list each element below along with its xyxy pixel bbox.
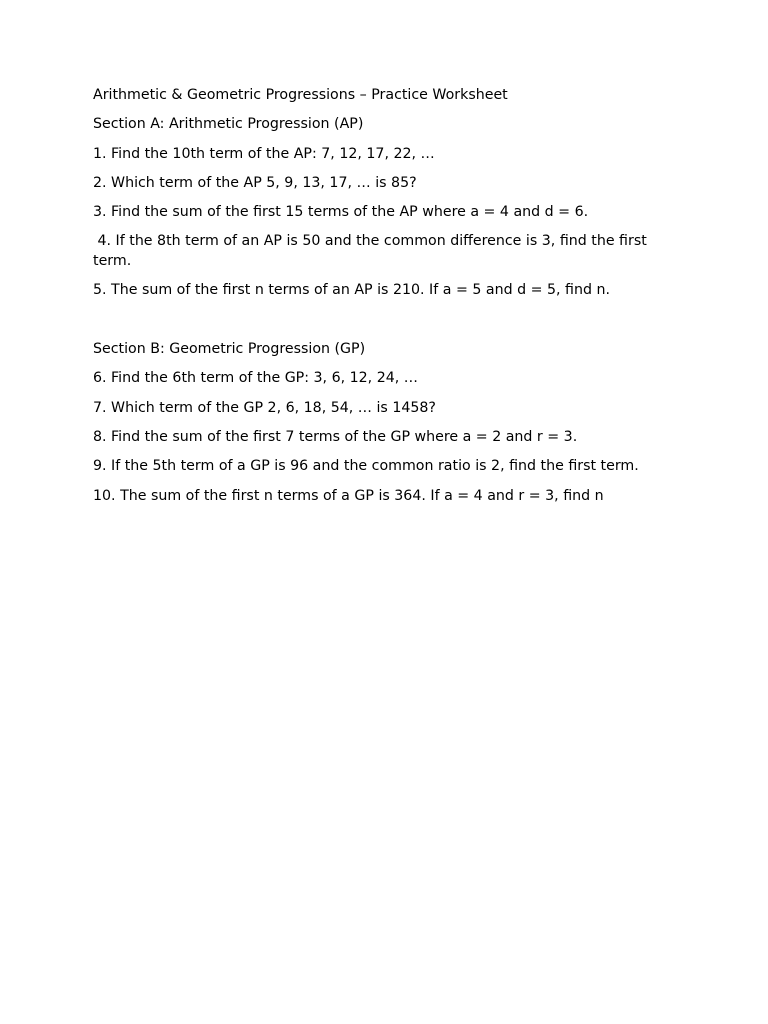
worksheet-page bbox=[93, 86, 673, 516]
question-5: 5. The sum of the first n terms of an AP is 210. If a = 5 and d = 5, find n. bbox=[93, 282, 610, 299]
question-8: 8. Find the sum of the first 7 terms of the GP where a = 2 and r = 3. bbox=[93, 428, 578, 445]
question-9: 9. If the 5th term of a GP is 96 and the common ratio is 2, find the first term. bbox=[93, 458, 639, 475]
question-6: 6. Find the 6th term of the GP: 3, 6, 12, 24, … bbox=[93, 370, 418, 387]
section-a-heading: Section A: Arithmetic Progression (AP) bbox=[93, 116, 364, 133]
question-1: 1. Find the 10th term of the AP: 7, 12, 17, 22, … bbox=[93, 145, 435, 162]
question-3: 3. Find the sum of the first 15 terms of the AP where a = 4 and d = 6. bbox=[93, 204, 589, 221]
question-2: 2. Which term of the AP 5, 9, 13, 17, … is 85? bbox=[93, 174, 417, 191]
question-4: 4. If the 8th term of an AP is 50 and the common difference is 3, find the first term. bbox=[93, 233, 652, 269]
question-10: 10. The sum of the first n terms of a GP is 364. If a = 4 and r = 3, find n bbox=[93, 487, 604, 504]
section-b-heading: Section B: Geometric Progression (GP) bbox=[93, 341, 366, 358]
question-7: 7. Which term of the GP 2, 6, 18, 54, … is 1458? bbox=[93, 399, 436, 416]
worksheet-title: Arithmetic & Geometric Progressions – Practice Worksheet bbox=[93, 87, 508, 103]
section-spacer bbox=[93, 311, 673, 341]
